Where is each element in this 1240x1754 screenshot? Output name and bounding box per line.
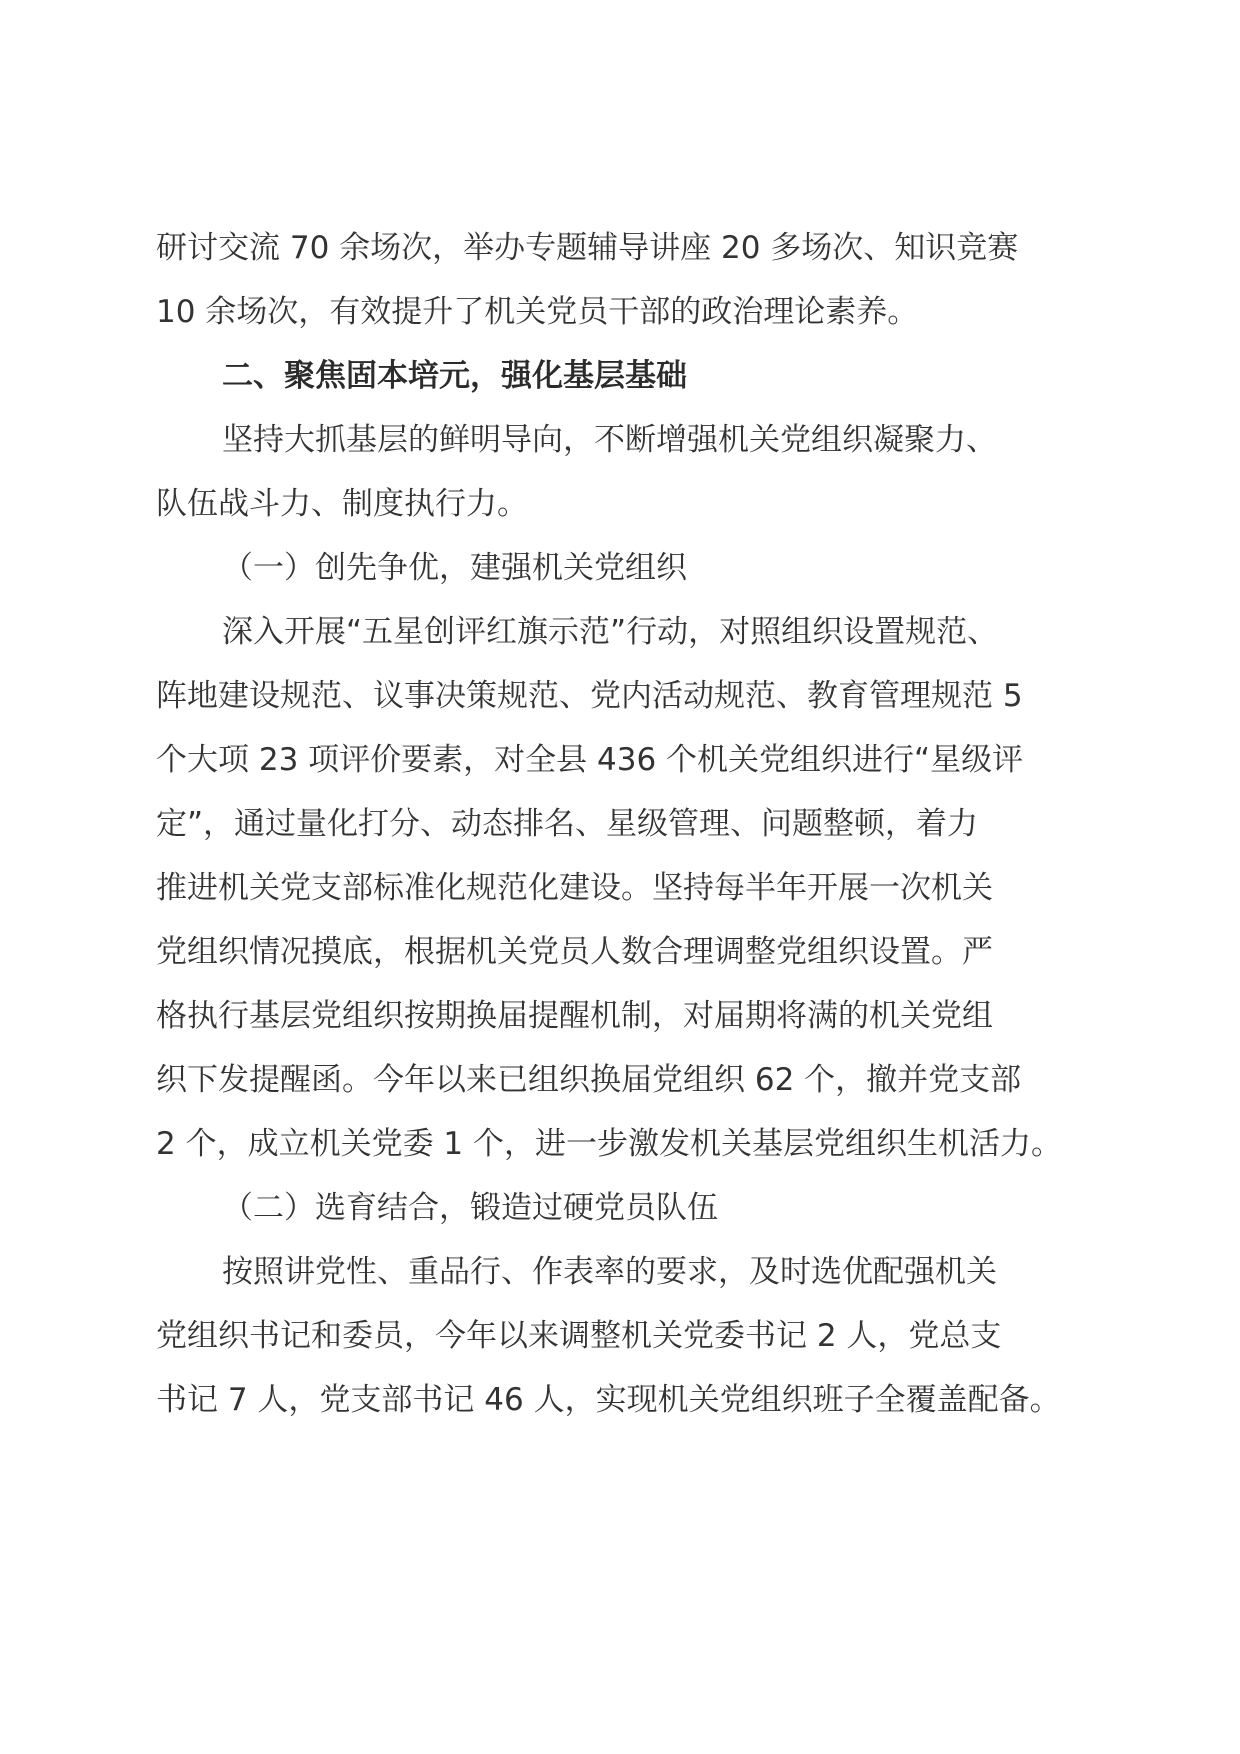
paragraph-line: 格执行基层党组织按期换届提醒机制，对届期将满的机关党组 <box>156 998 993 1034</box>
subsection-heading: （一）创先争优，建强机关党组织 <box>222 550 687 586</box>
paragraph-line: 坚持大抓基层的鲜明导向，不断增强机关党组织凝聚力、 <box>222 422 997 458</box>
subsection-heading: （二）选育结合，锻造过硬党员队伍 <box>222 1190 718 1226</box>
paragraph-line: 深入开展“五星创评红旗示范”行动，对照组织设置规范、 <box>222 614 999 650</box>
paragraph-line: 队伍战斗力、制度执行力。 <box>156 486 528 522</box>
paragraph-line: 个大项 23 项评价要素，对全县 436 个机关党组织进行“星级评 <box>156 742 1024 778</box>
paragraph-line: 10 余场次，有效提升了机关党员干部的政治理论素养。 <box>156 294 919 330</box>
paragraph-line: 定”，通过量化打分、动态排名、星级管理、问题整顿，着力 <box>156 806 979 842</box>
paragraph-line: 阵地建设规范、议事决策规范、党内活动规范、教育管理规范 5 <box>156 678 1023 714</box>
paragraph-line: 推进机关党支部标准化规范化建设。坚持每半年开展一次机关 <box>156 870 993 906</box>
paragraph-line: 2 个，成立机关党委 1 个，进一步激发机关基层党组织生机活力。 <box>156 1126 1063 1162</box>
document-body <box>156 216 1116 1432</box>
paragraph-line: 书记 7 人，党支部书记 46 人，实现机关党组织班子全覆盖配备。 <box>156 1382 1061 1418</box>
section-heading: 二、聚焦固本培元，强化基层基础 <box>222 358 687 394</box>
paragraph-line: 按照讲党性、重品行、作表率的要求，及时选优配强机关 <box>222 1254 997 1290</box>
paragraph-line: 党组织情况摸底，根据机关党员人数合理调整党组织设置。严 <box>156 934 993 970</box>
paragraph-line: 党组织书记和委员，今年以来调整机关党委书记 2 人，党总支 <box>156 1318 1002 1354</box>
paragraph-line: 研讨交流 70 余场次，举办专题辅导讲座 20 多场次、知识竞赛 <box>156 230 1019 266</box>
paragraph-line: 织下发提醒函。今年以来已组织换届党组织 62 个，撤并党支部 <box>156 1062 1022 1098</box>
